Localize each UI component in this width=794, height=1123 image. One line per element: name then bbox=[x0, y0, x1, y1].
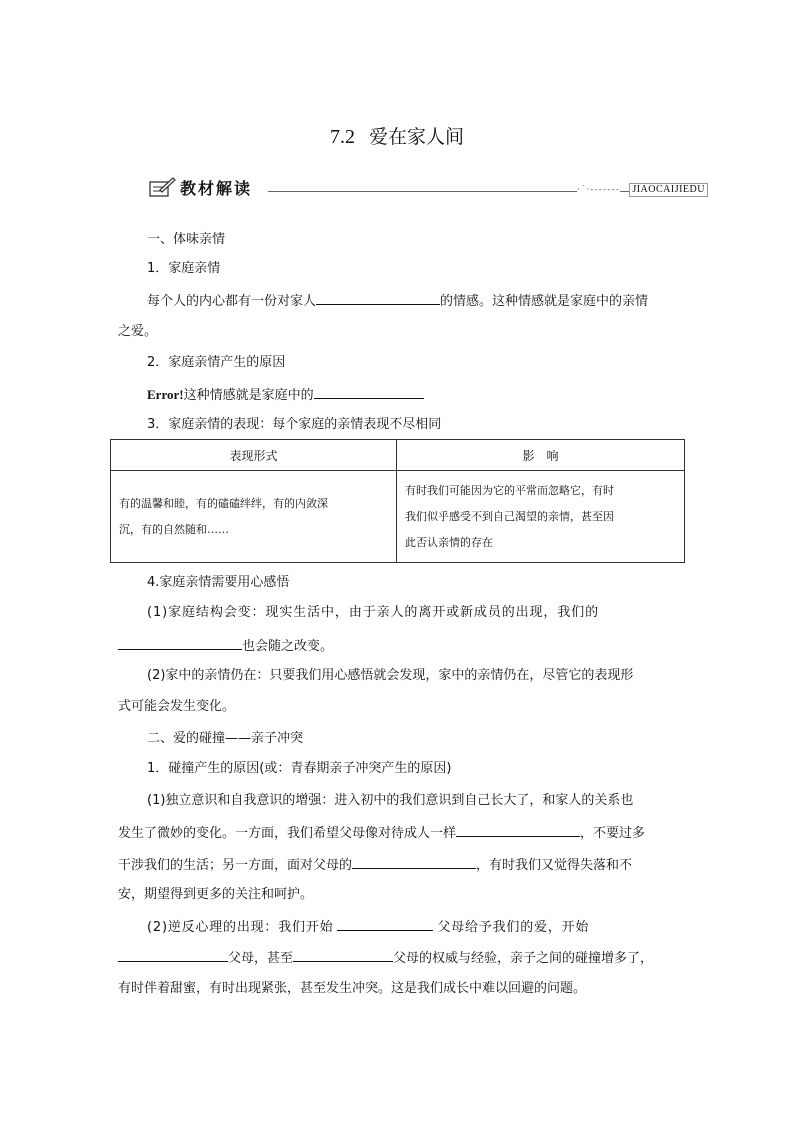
item4-p2-line1: (2)家中的亲情仍在：只要我们用心感悟就会发现，家中的亲情仍在，尽管它的表现形 bbox=[147, 668, 634, 683]
table-cell-line: 有时我们可能因为它的平常而忽略它，有时 bbox=[405, 483, 614, 497]
item1-heading: 1．家庭亲情 bbox=[147, 261, 221, 276]
s2-p1-line3 bbox=[118, 855, 632, 875]
table-cell-line: 沉，有的自然随和…… bbox=[119, 522, 229, 536]
pen-notepad-icon bbox=[148, 176, 176, 202]
s2-p2-line2 bbox=[118, 948, 653, 968]
fill-blank bbox=[316, 291, 440, 305]
s2-p2-line3: 有时伴着甜蜜，有时出现紧张，甚至发生冲突。这是我们成长中难以回避的问题。 bbox=[118, 981, 587, 996]
banner-label: 教材解读 bbox=[176, 176, 256, 199]
fill-blank bbox=[337, 917, 433, 931]
s2-p1-l3a: 干涉我们的生活；另一方面，面对父母的 bbox=[118, 858, 353, 873]
fill-blank bbox=[293, 948, 393, 962]
title-number: 7.2 bbox=[329, 126, 355, 148]
item1-line2: 之爱。 bbox=[118, 324, 158, 339]
s2-p2-line1 bbox=[147, 917, 589, 937]
banner-tag: JIAOCAIJIEDU bbox=[629, 183, 708, 197]
fill-blank bbox=[118, 636, 242, 650]
table-cell-line: 有的温馨和睦，有的磕磕绊绊，有的内敛深 bbox=[119, 496, 328, 510]
table-cell bbox=[397, 471, 685, 563]
fill-blank bbox=[456, 823, 580, 837]
s2-p2-l2b: 父母的权威与经验，亲子之间的碰撞增多了， bbox=[393, 951, 654, 966]
item4-p1-line2 bbox=[118, 636, 333, 656]
s2-p1-line1: (1)独立意识和自我意识的增强：进入初中的我们意识到自己长大了，和家人的关系也 bbox=[147, 793, 634, 808]
s2-p1-line4: 安，期望得到更多的关注和呵护。 bbox=[118, 887, 314, 902]
item3-heading: 3．家庭亲情的表现：每个家庭的亲情表现不尽相同 bbox=[147, 417, 442, 432]
section-banner bbox=[148, 176, 708, 198]
table-cell-line: 我们似乎感受不到自己渴望的亲情，甚至因 bbox=[405, 509, 614, 523]
fill-blank bbox=[352, 855, 476, 869]
error-text: Error! bbox=[147, 387, 184, 402]
title-text: 爱在家人间 bbox=[368, 126, 464, 148]
section2-heading: 二、爱的碰撞——亲子冲突 bbox=[147, 731, 304, 746]
item2-text: 这种情感就是家庭中的 bbox=[183, 388, 314, 403]
item4-p2-line2: 式可能会发生变化。 bbox=[118, 699, 236, 714]
s2-p2-l1a: (2)逆反心理的出现：我们开始 bbox=[147, 920, 334, 935]
table-header: 影 响 bbox=[397, 440, 685, 471]
section1-heading: 一、体味亲情 bbox=[147, 232, 226, 247]
expression-table bbox=[110, 439, 685, 563]
s2-p2-l1b: 父母给予我们的爱，开始 bbox=[437, 920, 590, 935]
item1-text-b: 的情感。这种情感就是家庭中的亲情 bbox=[440, 294, 649, 309]
item4-p1-b: 也会随之改变。 bbox=[242, 639, 334, 654]
s2-p1-line2 bbox=[118, 823, 645, 843]
table-header: 表现形式 bbox=[111, 440, 397, 471]
s2-p1-l3b: ，有时我们又觉得失落和不 bbox=[476, 858, 633, 873]
item1-text-a: 每个人的内心都有一份对家人 bbox=[147, 294, 317, 309]
table-cell bbox=[111, 471, 397, 563]
s2-p1-l2b: ，不要过多 bbox=[580, 826, 646, 841]
page-title bbox=[0, 122, 794, 149]
item2-heading: 2．家庭亲情产生的原因 bbox=[147, 355, 286, 370]
fill-blank bbox=[314, 385, 424, 399]
table-cell-line: 此否认亲情的存在 bbox=[405, 535, 493, 549]
banner-dots: ·˙·------- bbox=[577, 185, 620, 195]
s2-p2-l2a: 父母，甚至 bbox=[228, 951, 294, 966]
s2-item1-heading: 1．碰撞产生的原因(或：青春期亲子冲突产生的原因) bbox=[147, 761, 452, 776]
item1-line1 bbox=[147, 291, 648, 311]
item4-p1-line1: (1)家庭结构会变：现实生活中，由于亲人的离开或新成员的出现，我们的 bbox=[147, 605, 600, 620]
item2-line bbox=[147, 385, 424, 405]
s2-p1-l2a: 发生了微妙的变化。一方面，我们希望父母像对待成人一样 bbox=[118, 826, 457, 841]
fill-blank bbox=[118, 948, 228, 962]
item4-heading: 4.家庭亲情需要用心感悟 bbox=[147, 575, 290, 590]
